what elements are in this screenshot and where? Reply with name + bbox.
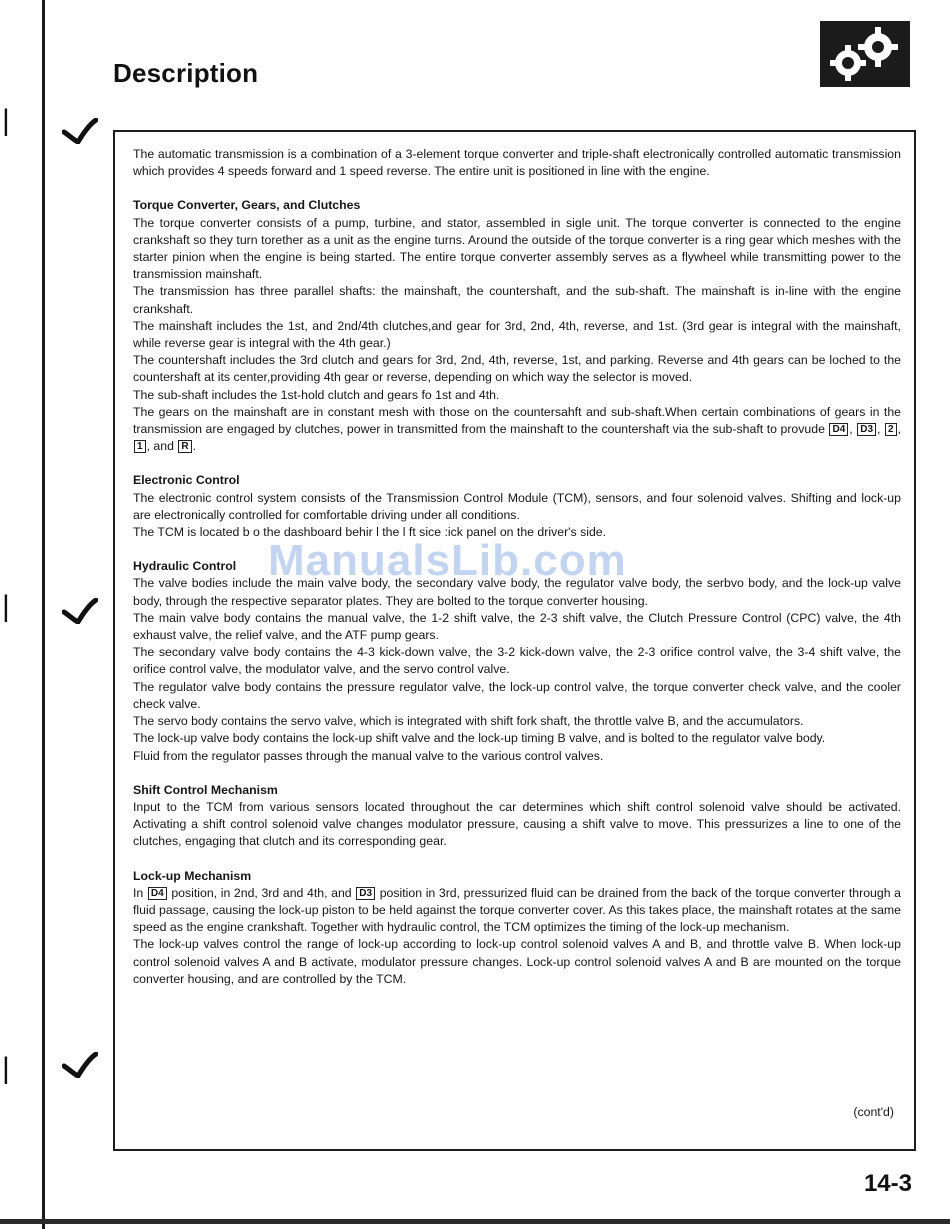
paragraph: The electronic control system consists of the Transmission Control Module (TCM), sensors, and four solenoid valves. Shifting and lock-up are electronically controlled for comfortable driving under all conditions. (133, 490, 901, 522)
paragraph (133, 885, 901, 937)
binding-hole-mark: | (2, 104, 10, 137)
paragraph: The lock-up valve body contains the lock-up shift valve and the lock-up timing B valve, and is bolted to the regulator valve body. (133, 731, 826, 746)
section-hydraulic-control (133, 558, 901, 764)
section-heading: Hydraulic Control (133, 559, 237, 574)
checkmark-icon (62, 598, 98, 624)
section-heading: Lock-up Mechanism (133, 868, 252, 883)
section-heading: Electronic Control (133, 473, 240, 488)
paragraph: The lock-up valves control the range of lock-up according to lock-up control solenoid valves A and B, and throttle valve B. When lock-up control solenoid valves A and B activate, modulator pressure changes. Lock-up control solenoid valves A and B are mounted on the torque converter housing, and are controlled by the TCM. (133, 937, 901, 986)
binding-hole-mark: | (2, 590, 10, 623)
paragraph: The valve bodies include the main valve body, the secondary valve body, the regulator valve body, the serbvo body, and the lock-up valve body, through the respective separator plates. They are bolted to the torque converter housing. (133, 576, 901, 608)
paragraph-text: position, in 2nd, 3rd and 4th, and (171, 885, 352, 900)
paragraph: The torque converter consists of a pump, turbine, and stator, assembled in sigle unit. The torque converter is connected to the engine crankshaft so they turn torether as a unit as the engine turns. Around the outside of the torque converter is a ring gear which meshes with the starter pinion when the engine is being started. The entire torque converter assembly serves as a flywheel while transmitting power to the transmission mainshaft. (133, 215, 901, 282)
checkmark-icon (62, 118, 98, 144)
section-shift-control (133, 782, 901, 851)
gear-position-badge: D3 (356, 887, 375, 900)
page-title: Description (113, 58, 259, 88)
binding-hole-mark: | (2, 1052, 10, 1085)
paragraph-text: The gears on the mainshaft are in constant mesh with those on the countersahft and sub-shaft.When certain combinations of gears in the transmission are engaged by clutches, power in transmitted from the mainshaft to the countershaft via the sub-shaft to provude (133, 404, 901, 437)
paragraph: The transmission has three parallel shafts: the mainshaft, the countershaft, and the sub-shaft. The mainshaft is in-line with the engine crankshaft. (133, 284, 901, 316)
separator: . (192, 439, 196, 454)
paragraph: Fluid from the regulator passes through the manual valve to the various control valves. (133, 748, 604, 763)
gear-position-badge: 1 (134, 440, 146, 453)
paragraph: The secondary valve body contains the 4-3 kick-down valve, the 3-2 kick-down valve, the 2-3 orifice control valve, the 3-4 shift valve, the orifice control valve, the modulator valve, and the servo control valve. (133, 645, 901, 677)
separator: , (897, 422, 901, 437)
content-box (113, 130, 916, 1151)
document-body (133, 146, 901, 1005)
paragraph: The mainshaft includes the 1st, and 2nd/4th clutches,and gear for 3rd, 2nd, 4th, reverse, and 1st. (3rd gear is integral with the mainshaft, while reverse gear is integral with the 4th gear.) (133, 318, 901, 351)
separator: , (849, 422, 853, 437)
paragraph (133, 404, 901, 456)
section-heading: Shift Control Mechanism (133, 782, 278, 797)
checkmark-icon (62, 1052, 98, 1078)
section-electronic-control (133, 472, 901, 541)
gear-position-badge: D3 (857, 423, 876, 436)
gear-position-badge: D4 (829, 423, 848, 436)
binding-margin-line (42, 0, 45, 1229)
gear-position-badge: D4 (148, 887, 167, 900)
section-torque-converter (133, 197, 901, 455)
paragraph-text: position in 3rd, pressurized fluid can be drained from the back of the torque converter through a fluid passage, causing the lock-up piston to be held against the torque converter cover. As this takes place, the mainshaft rotates at the same speed as the engine crankshaft. Together with hydraulic control, the TCM optimizes the timing of the lock-up mechanism. (133, 885, 902, 935)
page-number: 14-3 (863, 1170, 912, 1197)
paragraph: The countershaft includes the 3rd clutch and gears for 3rd, 2nd, 4th, reverse, 1st, and parking. Reverse and 4th gears can be loched to the countershaft at its center,providing 4th gear or reverse, depending on which way the selector is moved. (133, 353, 901, 385)
watermark: ManualsLib.com (268, 536, 627, 585)
paragraph: The servo body contains the servo valve, which is integrated with shift fork shaft, the throttle valve B, and the accumulators. (133, 714, 804, 729)
paragraph: The regulator valve body contains the pressure regulator valve, the lock-up control valve, the torque converter check valve, and the cooler check valve. (133, 679, 901, 711)
section-lock-up-mechanism (133, 868, 901, 988)
gear-position-badge: 2 (885, 423, 897, 436)
continued-label: (cont'd) (853, 1105, 894, 1119)
gear-position-badge: R (178, 440, 191, 453)
paragraph: The main valve body contains the manual valve, the 1-2 shift valve, the 2-3 shift valve, the Clutch Pressure Control (CPC) valve, the 4th exhaust valve, the relief valve, and the ATF pump gears. (133, 610, 901, 643)
paragraph: The TCM is located b o the dashboard behir l the l ft sice :ick panel on the driver's side. (133, 525, 607, 540)
separator: , and (146, 439, 174, 454)
paragraph-text: In (133, 885, 144, 900)
paragraph: The sub-shaft includes the 1st-hold clutch and gears fo 1st and 4th. (133, 387, 500, 402)
gears-icon (820, 21, 910, 87)
intro-paragraph: The automatic transmission is a combination of a 3-element torque converter and triple-shaft electronically controlled automatic transmission which provides 4 speeds forward and 1 speed reverse. The entire unit is positioned in line with the engine. (133, 147, 901, 179)
bottom-rule (0, 1219, 950, 1224)
paragraph: Input to the TCM from various sensors located throughout the car determines which shift control solenoid valve should be activated. Activating a shift control solenoid valve changes modulator pressure, causing a shift valve to move. This pressurizes a line to one of the clutches, engaging that clutch and its corresponding gear. (133, 799, 901, 849)
section-heading: Torque Converter, Gears, and Clutches (133, 198, 361, 213)
separator: , (877, 422, 881, 437)
